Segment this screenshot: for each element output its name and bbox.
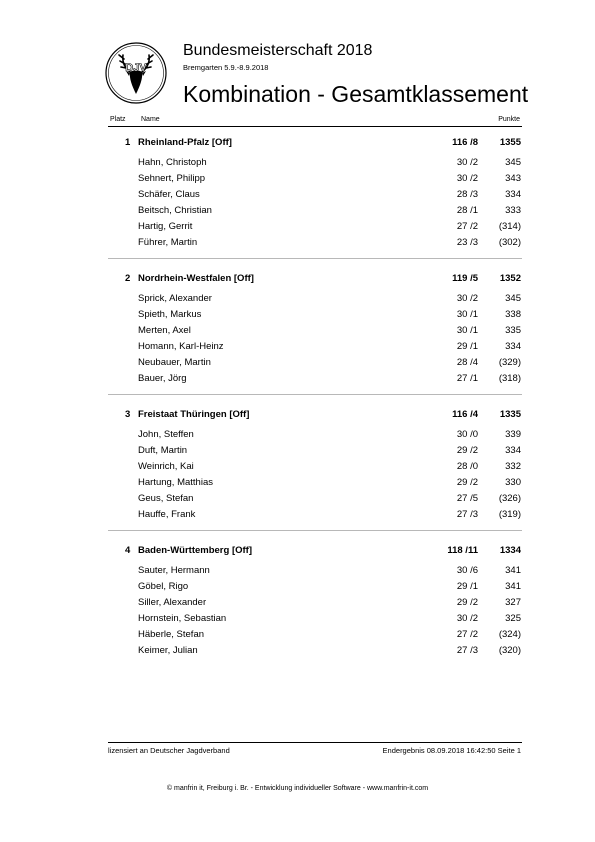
member-row	[0, 428, 595, 444]
member-name: Sehnert, Philipp	[138, 173, 206, 184]
member-score: 27 /5	[456, 493, 478, 504]
member-score: 27 /2	[456, 221, 478, 232]
team-rank: 4	[125, 545, 131, 556]
member-name: Spieth, Markus	[138, 309, 202, 320]
team-score: 116 /4	[452, 409, 478, 420]
member-name: Häberle, Stefan	[138, 629, 205, 640]
member-row	[0, 324, 595, 340]
member-score: 30 /2	[456, 293, 478, 304]
member-points: 334	[505, 341, 521, 352]
member-points: 335	[505, 325, 521, 336]
member-name: Neubauer, Martin	[138, 357, 211, 368]
member-name: Beitsch, Christian	[138, 205, 212, 216]
member-score: 30 /2	[456, 613, 478, 624]
member-name: Weinrich, Kai	[138, 461, 194, 472]
logo-text: DJV	[125, 62, 147, 74]
member-score: 27 /3	[456, 509, 478, 520]
member-score: 29 /1	[456, 341, 478, 352]
member-name: Siller, Alexander	[138, 597, 207, 608]
member-name: Hartig, Gerrit	[138, 221, 193, 232]
member-points: (314)	[498, 221, 521, 232]
member-name: Bauer, Jörg	[138, 373, 187, 384]
member-score: 27 /1	[456, 373, 478, 384]
member-name: Keimer, Julian	[138, 645, 198, 656]
member-name: Hahn, Christoph	[138, 157, 207, 168]
member-points: (329)	[498, 357, 521, 368]
member-score: 29 /2	[456, 597, 478, 608]
event-subtitle: Bremgarten 5.9.-8.9.2018	[183, 63, 269, 72]
team-divider	[108, 530, 522, 531]
member-points: (326)	[498, 493, 521, 504]
member-row	[0, 492, 595, 508]
team-divider	[108, 258, 522, 259]
member-score: 30 /1	[456, 325, 478, 336]
member-points: 334	[505, 445, 521, 456]
team-block	[0, 136, 595, 272]
event-title: Bundesmeisterschaft 2018	[183, 42, 373, 59]
member-name: Duft, Martin	[138, 445, 188, 456]
team-block	[0, 272, 595, 408]
member-score: 28 /1	[456, 205, 478, 216]
member-points: 333	[505, 205, 521, 216]
team-name: Freistaat Thüringen [Off]	[138, 409, 250, 420]
member-score: 23 /3	[456, 237, 478, 248]
team-row	[0, 408, 595, 424]
member-points: 327	[505, 597, 521, 608]
team-name: Nordrhein-Westfalen [Off]	[138, 273, 254, 284]
member-row	[0, 236, 595, 252]
member-row	[0, 172, 595, 188]
member-list	[0, 156, 595, 252]
team-points: 1355	[499, 137, 521, 148]
member-name: Sauter, Hermann	[138, 565, 210, 576]
member-score: 30 /1	[456, 309, 478, 320]
member-score: 28 /0	[456, 461, 478, 472]
member-row	[0, 460, 595, 476]
member-row	[0, 356, 595, 372]
member-row	[0, 156, 595, 172]
member-row	[0, 340, 595, 356]
member-list	[0, 564, 595, 660]
team-score: 116 /8	[452, 137, 478, 148]
team-score: 118 /11	[447, 545, 478, 556]
member-name: Homann, Karl-Heinz	[138, 341, 224, 352]
team-name: Rheinland-Pfalz [Off]	[138, 137, 232, 148]
member-row	[0, 628, 595, 644]
member-points: 338	[505, 309, 521, 320]
member-score: 30 /0	[456, 429, 478, 440]
member-list	[0, 292, 595, 388]
member-score: 28 /4	[456, 357, 478, 368]
team-divider	[108, 394, 522, 395]
member-score: 30 /2	[456, 157, 478, 168]
column-name: Name	[141, 116, 160, 123]
result-status: Endergebnis 08.09.2018 16:42:50 Seite 1	[382, 746, 521, 755]
footer-divider	[108, 742, 522, 743]
team-block	[0, 544, 595, 680]
column-platz: Platz	[110, 116, 126, 123]
member-score: 27 /3	[456, 645, 478, 656]
member-points: 341	[505, 565, 521, 576]
member-points: 343	[505, 173, 521, 184]
member-row	[0, 188, 595, 204]
team-row	[0, 136, 595, 152]
member-row	[0, 308, 595, 324]
member-row	[0, 580, 595, 596]
member-row	[0, 220, 595, 236]
team-block	[0, 408, 595, 544]
member-name: Hauffe, Frank	[138, 509, 196, 520]
member-row	[0, 612, 595, 628]
member-points: 345	[505, 157, 521, 168]
member-points: 332	[505, 461, 521, 472]
member-list	[0, 428, 595, 524]
member-score: 30 /2	[456, 173, 478, 184]
team-row	[0, 544, 595, 560]
djv-logo	[105, 42, 167, 104]
page-title: Kombination - Gesamtklassement	[183, 81, 529, 107]
team-points: 1334	[499, 545, 521, 556]
member-row	[0, 476, 595, 492]
member-points: 330	[505, 477, 521, 488]
member-row	[0, 372, 595, 388]
member-name: Führer, Martin	[138, 237, 198, 248]
team-name: Baden-Württemberg [Off]	[138, 545, 252, 556]
member-row	[0, 644, 595, 660]
member-points: 345	[505, 293, 521, 304]
member-points: 341	[505, 581, 521, 592]
member-name: John, Steffen	[138, 429, 194, 440]
member-name: Schäfer, Claus	[138, 189, 200, 200]
member-points: (319)	[498, 509, 521, 520]
member-score: 27 /2	[456, 629, 478, 640]
member-name: Geus, Stefan	[138, 493, 194, 504]
member-row	[0, 596, 595, 612]
member-name: Hartung, Matthias	[138, 477, 213, 488]
team-score: 119 /5	[452, 273, 478, 284]
member-score: 29 /1	[456, 581, 478, 592]
member-points: (318)	[498, 373, 521, 384]
member-score: 30 /6	[456, 565, 478, 576]
column-punkte: Punkte	[498, 116, 520, 123]
member-points: 325	[505, 613, 521, 624]
header-divider	[108, 126, 522, 127]
member-score: 29 /2	[456, 445, 478, 456]
member-row	[0, 564, 595, 580]
member-points: 339	[505, 429, 521, 440]
member-name: Hornstein, Sebastian	[138, 613, 227, 624]
copyright-line: © manfrin it, Freiburg i. Br. - Entwicklung individueller Software - www.manfrin-it.com	[166, 785, 429, 792]
member-row	[0, 444, 595, 460]
results-list	[0, 136, 595, 680]
member-name: Merten, Axel	[138, 325, 191, 336]
license-text: lizensiert an Deutscher Jagdverband	[108, 746, 230, 755]
member-score: 28 /3	[456, 189, 478, 200]
member-name: Göbel, Rigo	[138, 581, 189, 592]
member-points: 334	[505, 189, 521, 200]
member-row	[0, 292, 595, 308]
member-score: 29 /2	[456, 477, 478, 488]
team-rank: 1	[125, 137, 131, 148]
team-rank: 3	[125, 409, 131, 420]
team-points: 1335	[499, 409, 521, 420]
member-name: Sprick, Alexander	[138, 293, 212, 304]
member-row	[0, 508, 595, 524]
deer-emblem-icon	[105, 42, 167, 104]
member-points: (320)	[498, 645, 521, 656]
team-points: 1352	[499, 273, 521, 284]
team-rank: 2	[125, 273, 131, 284]
member-row	[0, 204, 595, 220]
member-points: (324)	[498, 629, 521, 640]
team-row	[0, 272, 595, 288]
member-points: (302)	[498, 237, 521, 248]
